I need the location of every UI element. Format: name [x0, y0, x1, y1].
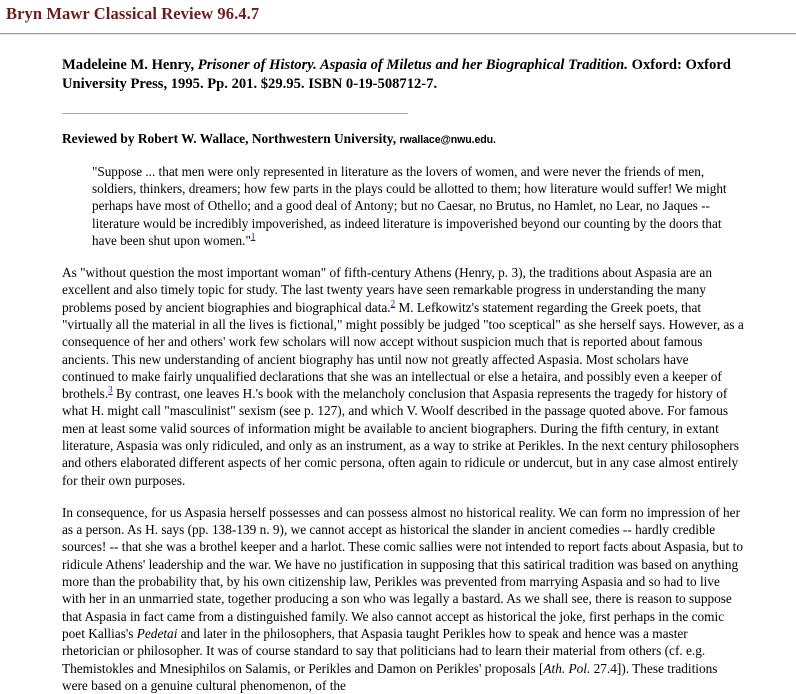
paragraph-2-italic-pedetai: Pedetai: [136, 625, 178, 641]
footnote-link-3[interactable]: 3: [108, 384, 113, 395]
quote-text: "Suppose ... that men were only represented in literature as the lovers of women, and were never the friends of men, soldiers, thinkers, dreamers; how few parts in the plays could be allotted to them; how literature would suffer! We might perhaps have most of Othello; and a good deal of Antony; but no Caesar, no Brutus, no Hamlet, no Lear, no Jaques -- literature would be incredibly impoverished, as indeed literature is impoverished beyond our counting by the doors that have been shut upon women.": [92, 164, 727, 248]
footnote-link-1[interactable]: 1: [250, 231, 256, 242]
epigraph-quote: [62, 163, 744, 249]
paragraph-1-part-1: As "without question the most important woman" of fifth-century Athens (Henry, p. 3), the traditions about Aspasia are an excellent and also timely topic for study. The last twenty years have seen remarkable progress in understanding the many problems posed by ancient biographies and biographical data.: [62, 265, 712, 315]
paragraph-1-part-2: M. Lefkowitz's statement regarding the Greek poets, that "virtually all the material in all the lives is fictional," might possibly be judged "too sceptical" as she herself says. However, as a consequence of her and others' work few scholars will now accept without suspicion much that is reported about famous ancients. This new understanding of ancient biography has until now not greatly affected Aspasia. Most scholars have continued to make fairly unqualified declarations that she was an intellectual or else a hetaira, and possibly even a keeper of brothels.: [62, 299, 744, 402]
reviewer-name: Reviewed by Robert W. Wallace, Northwestern University,: [62, 131, 400, 146]
paragraph-1: [62, 264, 744, 489]
citation-publication: Oxford: Oxford University Press, 1995. Pp. 201. $29.95. ISBN 0-19-508712-7.: [62, 57, 731, 92]
header-divider: [0, 33, 796, 35]
footnote-link-2[interactable]: 2: [390, 298, 396, 309]
reviewer-email-link[interactable]: rwallace@nwu.edu.: [399, 134, 496, 146]
paragraph-2-part-3: 27.4]). These traditions were based on a genuine cultural phenomenon, of the: [62, 660, 718, 693]
book-citation: [62, 56, 744, 94]
citation-divider: [62, 113, 408, 114]
paragraph-2-part-2: and later in the philosophers, that Aspasia taught Perikles how to speak and hence was a master rhetorician or philosopher. It was of course standard to say that politicians had to learn their material from others (cf. e.g. Themistokles and Mnesiphilos on Salamis, or Perikles and Damon on Perikles' proposals [: [62, 625, 706, 676]
paragraph-2-part-1: In consequence, for us Aspasia herself possesses and can possess almost no historical reality. We can form no impression of her as a person. As H. says (pp. 138-139 n. 9), we cannot accept as historical the slander in ancient comedies -- hardly credible sources! -- that she was a brothel keeper and a harlot. These comic sallies were not intended to report facts about Aspasia, but to ridicule Athens' leadership and the war. We have no justification in supposing that this satirical tradition was based on anything more than the probability that, by his own citizenship law, Perikles was prevented from marrying Aspasia and so had to live with her in an unmarried state, together producing a son who was legally a bastard. As we shall see, there is reason to suppose that Aspasia in fact came from a distinguished family. We also cannot accept as historical the joke, first perhaps in the comic poet Kallias's: [62, 504, 743, 641]
citation-work-title: Prisoner of History. Aspasia of Miletus and her Biographical Tradition.: [197, 57, 628, 73]
paragraph-1-part-3: By contrast, one leaves H.'s book with the melancholy conclusion that Aspasia represents the tragedy for history of what H. might call "masculinist" sexism (see p. 127), and which V. Woolf described in the passage quoted above. For famous men at least some valid sources of information might be available to ancient biographers. During the fifth century, in extant literature, Aspasia was only ridiculed, and only as an instrument, as a way to strike at Perikles. In the next century philosophers and others elaborated different aspects of her comic persona, often again to ridicule or undercut, but in any case almost entirely for their own purposes.: [62, 386, 739, 488]
citation-author: Madeleine M. Henry,: [62, 57, 198, 73]
document-body: [0, 56, 796, 694]
footnote-ref-1[interactable]: [251, 231, 256, 241]
paragraph-2: [62, 504, 744, 694]
reviewer-line: [62, 130, 744, 149]
page-title: Bryn Mawr Classical Review 96.4.7: [6, 4, 260, 23]
paragraph-2-italic-ath-pol: Ath. Pol.: [543, 660, 591, 676]
